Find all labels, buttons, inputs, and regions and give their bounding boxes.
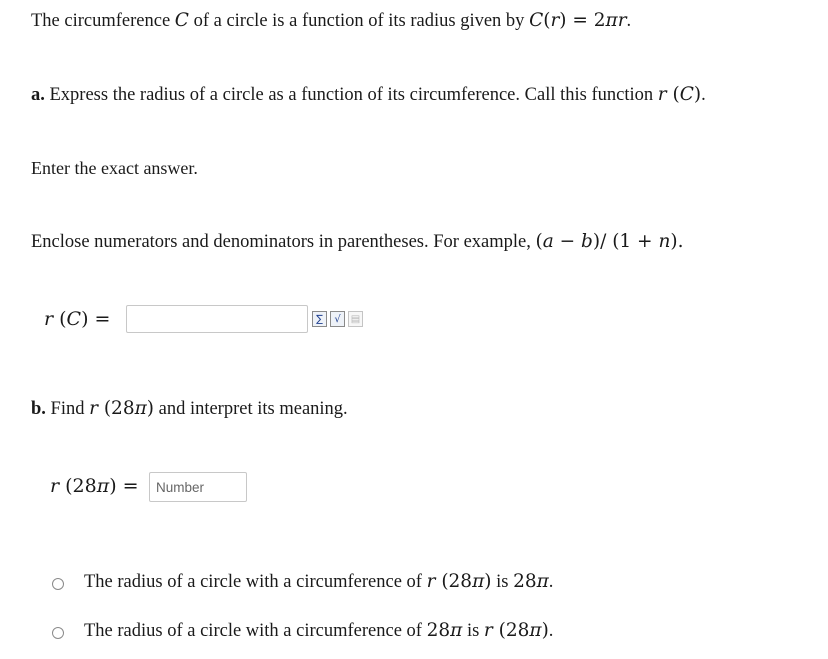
- part-a-prompt: a. Express the radius of a circle as a function of its circumference. Call this function r (C).: [31, 84, 706, 105]
- choice-2-text: The radius of a circle with a circumference of 28π is r (28π).: [84, 620, 554, 641]
- choice-1[interactable]: [52, 571, 553, 593]
- part-b-prompt: b. Find r (28π) and interpret its meaning.: [31, 398, 348, 419]
- answer-a-tools: [312, 311, 363, 327]
- preview-icon[interactable]: ▤: [348, 311, 363, 327]
- choice-1-radio[interactable]: [52, 578, 64, 590]
- choice-2-radio[interactable]: [52, 627, 64, 639]
- choice-2[interactable]: [52, 620, 553, 642]
- equation-editor-icon[interactable]: ∑: [312, 311, 327, 327]
- part-b-label: b.: [31, 399, 46, 419]
- question-intro: The circumference C of a circle is a function of its radius given by C(r) = 2πr.: [31, 10, 632, 31]
- instruction-exact: Enter the exact answer.: [31, 158, 198, 178]
- answer-a-label: r (C) =: [44, 308, 111, 330]
- answer-a-input[interactable]: [126, 305, 308, 333]
- part-a-label: a.: [31, 85, 45, 105]
- instruction-parentheses: Enclose numerators and denominators in parentheses. For example, (a − b)/ (1 + n).: [31, 231, 684, 252]
- choice-1-text: The radius of a circle with a circumference of r (28π) is 28π.: [84, 571, 554, 592]
- answer-b-input[interactable]: [149, 472, 247, 502]
- math-symbols-icon[interactable]: √: [330, 311, 345, 327]
- answer-b-label: r (28π) =: [50, 475, 139, 497]
